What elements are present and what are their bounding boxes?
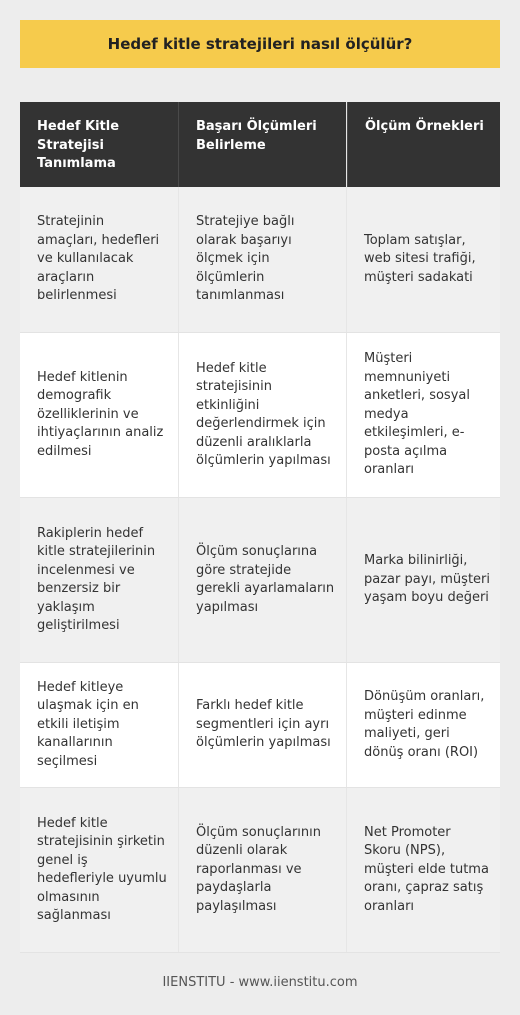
table-cell: Stratejinin amaçları, hedefleri ve kullanılacak araçların belirlenmesi [20,187,178,332]
column-header: Hedef Kitle Stratejisi Tanımlama [20,102,178,187]
table-cell: Stratejiye bağlı olarak başarıyı ölçmek için ölçümlerin tanımlanması [178,187,347,332]
table-cell: Farklı hedef kitle segmentleri için ayrı ölçümlerin yapılması [178,663,347,787]
column-header: Ölçüm Örnekleri [347,102,500,187]
table-row [20,498,500,663]
table-cell: Hedef kitle stratejisinin şirketin genel iş hedefleriyle uyumlu olmasının sağlanması [20,788,178,952]
table-cell: Hedef kitlenin demografik özelliklerinin ve ihtiyaçlarının analiz edilmesi [20,333,178,497]
table-row [20,788,500,953]
table-cell: Müşteri memnuniyeti anketleri, sosyal medya etkileşimleri, e-posta açılma oranları [347,333,500,497]
table-cell: Net Promoter Skoru (NPS), müşteri elde tutma oranı, çapraz satış oranları [347,788,500,952]
table-cell: Rakiplerin hedef kitle stratejilerinin incelenmesi ve benzersiz bir yaklaşım geliştirilmesi [20,498,178,662]
table-cell: Hedef kitle stratejisinin etkinliğini değerlendirmek için düzenli aralıklarla ölçümlerin yapılması [178,333,347,497]
table-cell: Ölçüm sonuçlarına göre stratejide gerekli ayarlamaların yapılması [178,498,347,662]
table-cell: Toplam satışlar, web sitesi trafiği, müşteri sadakati [347,187,500,332]
table-cell: Hedef kitleye ulaşmak için en etkili iletişim kanallarının seçilmesi [20,663,178,787]
footer-credit: IIENSTITU - www.iienstitu.com [162,975,358,990]
column-header: Başarı Ölçümleri Belirleme [178,102,347,187]
table-header-row [20,102,500,187]
title-banner [20,20,500,68]
table-row [20,187,500,333]
table-cell: Ölçüm sonuçlarının düzenli olarak raporlanması ve paydaşlarla paylaşılması [178,788,347,952]
table-row [20,663,500,788]
strategy-table [20,102,500,953]
table-cell: Marka bilinirliği, pazar payı, müşteri yaşam boyu değeri [347,498,500,662]
page-title: Hedef kitle stratejileri nasıl ölçülür? [107,35,413,53]
table-cell: Dönüşüm oranları, müşteri edinme maliyeti, geri dönüş oranı (ROI) [347,663,500,787]
table-row [20,333,500,498]
